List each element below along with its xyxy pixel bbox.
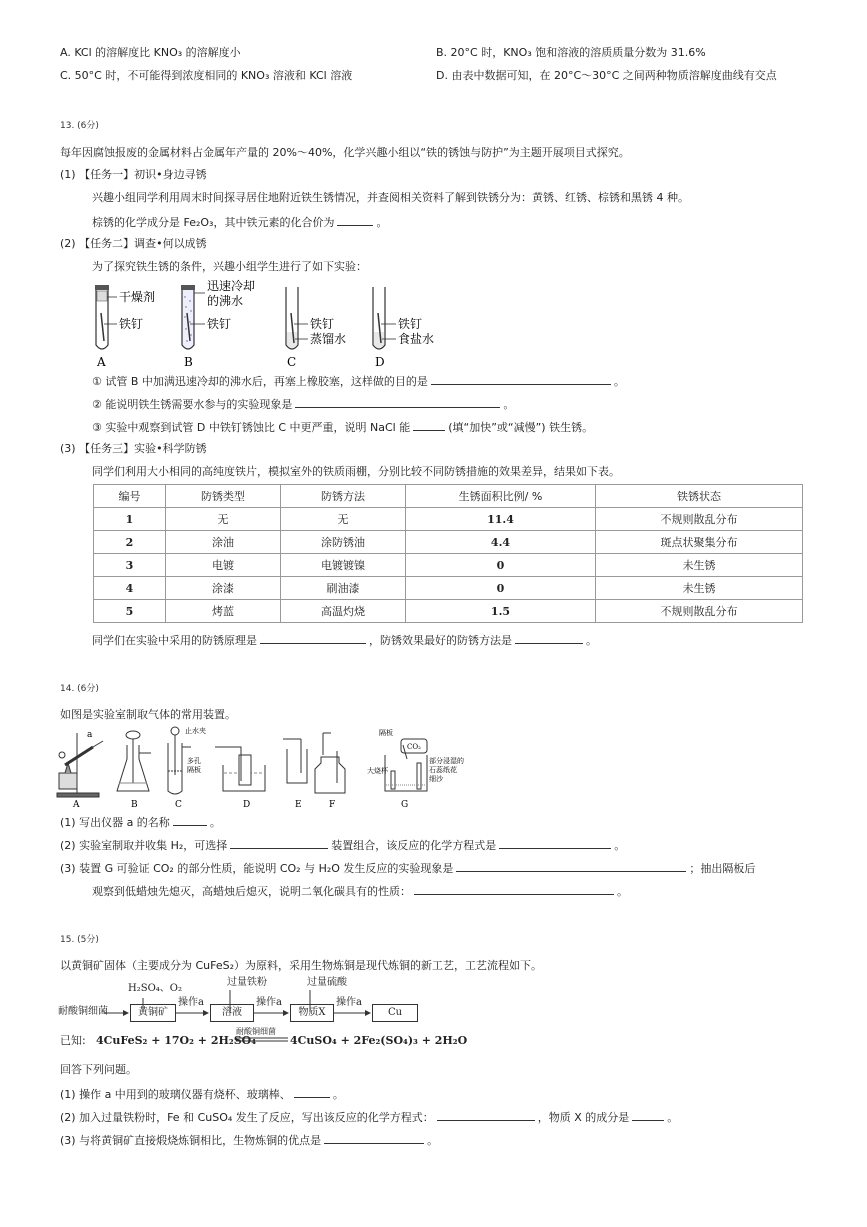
label-c: C xyxy=(287,355,297,369)
q13-part1-line1: 兴趣小组同学利用周末时间探寻居住地附近铁生锈情况，并查阅相关资料了解到铁锈分为：黄锈、红锈、棕锈和黑锈 4 种。 xyxy=(92,191,689,204)
option-d: D. 由表中数据可知，在 20°C～30°C 之间两种物质溶解度曲线有交点 xyxy=(436,69,777,82)
flow-box-solution: 溶液 xyxy=(210,1004,254,1022)
table-row xyxy=(94,508,803,531)
q14-sub1-end: 。 xyxy=(209,816,221,829)
label-app-c: C xyxy=(175,800,182,810)
q15-sub1-end: 。 xyxy=(332,1088,344,1101)
q14-sub3-text2: ；抽出隔板后 xyxy=(689,862,756,875)
table-cell: 1.5 xyxy=(406,600,596,623)
q13-part2-label: (2) 【任务二】调查•何以成锈 xyxy=(60,237,207,250)
q15-sub2-text2: ，物质 X 的成分是 xyxy=(537,1111,630,1124)
q13-part1-end: 。 xyxy=(376,216,388,229)
test-tube-diagram xyxy=(90,277,450,372)
q13-part3-end: 。 xyxy=(586,634,597,647)
answer-blank[interactable] xyxy=(456,860,686,872)
q13-part2-q1-text: ① 试管 B 中加满迅速冷却的沸水后，再塞上橡胶塞，这样做的目的是 xyxy=(92,375,428,388)
table-row xyxy=(94,600,803,623)
salt-water-d xyxy=(374,332,384,348)
q15-equation-condition: 耐酸铜细菌 xyxy=(236,1027,276,1036)
table-cell: 未生锈 xyxy=(596,577,803,600)
q14-intro: 如图是实验室制取气体的常用装置。 xyxy=(60,708,236,721)
label-litmus: 石蕊纸花 xyxy=(429,766,457,774)
q13-part2-q2-text: ② 能说明铁生锈需要水参与的实验现象是 xyxy=(92,398,293,411)
q15-sub3-end: 。 xyxy=(427,1134,439,1147)
apparatus-e xyxy=(283,739,307,783)
table-cell: 高温灼烧 xyxy=(281,600,406,623)
answer-blank[interactable] xyxy=(413,419,445,431)
q15-equation-right: 4CuSO₄ + 2Fe₂(SO₄)₃ + 2H₂O xyxy=(290,1034,468,1047)
apparatus-f xyxy=(315,733,345,793)
col-header: 防锈类型 xyxy=(166,485,281,508)
table-cell: 11.4 xyxy=(406,508,596,531)
q14-sub3 xyxy=(60,860,755,876)
q14-sub1 xyxy=(60,814,221,830)
q14-sub3-line2 xyxy=(92,883,628,899)
table-cell: 4.4 xyxy=(406,531,596,554)
q13-part2-q1-end: 。 xyxy=(613,375,625,388)
q13-part1-line2 xyxy=(92,214,387,230)
label-clamp: 止水夹 xyxy=(185,727,206,735)
label-nail-d: 铁钉 xyxy=(398,317,423,331)
q15-equation-left: 4CuFeS₂ + 17O₂ + 2H₂SO₄ xyxy=(96,1034,257,1047)
flow-arrows xyxy=(100,990,380,1020)
flow-box-ore: 黄铜矿 xyxy=(130,1004,176,1022)
answer-blank[interactable] xyxy=(294,1086,330,1098)
q15-sub2 xyxy=(60,1109,678,1125)
flow-reagent1: H₂SO₄、O₂ xyxy=(128,983,182,994)
q13-part2-q3-end: (填“加快”或“减慢”) 铁生锈。 xyxy=(448,421,594,434)
q13-part2-intro: 为了探究铁生锈的条件，兴趣小组学生进行了如下实验： xyxy=(92,260,367,273)
flow-op2: 操作a xyxy=(256,997,282,1008)
q14-sub3-text: (3) 装置 G 可验证 CO₂ 的部分性质，能说明 CO₂ 与 H₂O 发生反应的实验现象是 xyxy=(60,862,454,875)
q15-sub2-text: (2) 加入过量铁粉时，Fe 和 CuSO₄ 发生了反应，写出该反应的化学方程式： xyxy=(60,1111,434,1124)
q14-sub2-text2: 装置组合，该反应的化学方程式是 xyxy=(331,839,497,852)
q14-sub2 xyxy=(60,837,625,853)
answer-blank[interactable] xyxy=(260,632,366,644)
q15-sub3-text: (3) 与将黄铜矿直接煅烧炼铜相比，生物炼铜的优点是 xyxy=(60,1134,322,1147)
apparatus-a xyxy=(57,733,103,797)
label-sand: 细沙 xyxy=(429,775,443,783)
label-app-b: B xyxy=(131,800,138,810)
label-instrument-a: a xyxy=(87,730,93,740)
q13-header: 13. (6分) xyxy=(60,121,99,131)
nail-a xyxy=(101,313,104,341)
q15-known-label: 已知: xyxy=(60,1034,86,1047)
table-cell: 未生锈 xyxy=(596,554,803,577)
equation-equals-sign xyxy=(236,1036,288,1044)
answer-blank[interactable] xyxy=(324,1132,424,1144)
label-nail-c: 铁钉 xyxy=(310,317,335,331)
table-cell: 无 xyxy=(166,508,281,531)
label-a: A xyxy=(97,355,106,369)
answer-blank[interactable] xyxy=(437,1109,535,1121)
q14-sub1-text: (1) 写出仪器 a 的名称 xyxy=(60,816,170,829)
q13-part2-q1 xyxy=(92,373,625,389)
option-a: A. KCl 的溶解度比 KNO₃ 的溶解度小 xyxy=(60,46,241,59)
table-row xyxy=(94,554,803,577)
col-header: 编号 xyxy=(94,485,166,508)
table-cell: 涂防锈油 xyxy=(281,531,406,554)
label-desiccant: 干燥剂 xyxy=(119,290,156,304)
q15-sub1 xyxy=(60,1086,344,1102)
flow-op3: 操作a xyxy=(336,997,362,1008)
q14-sub3-line2-end: 。 xyxy=(617,885,628,898)
label-beaker: 大烧杯 xyxy=(367,767,388,775)
q13-part2-q3 xyxy=(92,419,593,435)
table-cell: 2 xyxy=(94,531,166,554)
label-b: B xyxy=(184,355,193,369)
label-app-a: A xyxy=(73,800,80,810)
answer-blank[interactable] xyxy=(414,883,614,895)
table-cell: 不规则散乱分布 xyxy=(596,600,803,623)
label-nail-b: 铁钉 xyxy=(207,317,232,331)
flow-reagent3: 过量硫酸 xyxy=(307,977,347,988)
flow-reagent2: 过量铁粉 xyxy=(227,977,267,988)
label-app-f: F xyxy=(329,800,336,810)
table-cell: 0 xyxy=(406,577,596,600)
water-c xyxy=(287,332,297,348)
q13-part3-label: (3) 【任务三】实验•科学防锈 xyxy=(60,442,207,455)
table-row xyxy=(94,531,803,554)
q13-part3-intro: 同学们利用大小相同的高纯度铁片，模拟室外的铁质雨棚，分别比较不同防锈措施的效果差异，结果如下表。 xyxy=(92,465,620,478)
label-app-d: D xyxy=(243,800,251,810)
table-cell: 涂油 xyxy=(166,531,281,554)
stopper-a xyxy=(95,285,109,290)
option-c: C. 50°C 时，不可能得到浓度相同的 KNO₃ 溶液和 KCl 溶液 xyxy=(60,69,353,82)
table-cell: 1 xyxy=(94,508,166,531)
label-plate: 隔板 xyxy=(187,766,201,774)
q13-part1-text: 棕锈的化学成分是 Fe₂O₃，其中铁元素的化合价为 xyxy=(92,216,335,229)
table-cell: 4 xyxy=(94,577,166,600)
q13-part2-q2 xyxy=(92,396,514,412)
table-cell: 5 xyxy=(94,600,166,623)
q13-intro: 每年因腐蚀报废的金属材料占金属年产量的 20%～40%，化学兴趣小组以“铁的锈蚀与防护”为主题开展项目式探究。 xyxy=(60,146,630,159)
col-header: 生锈面积比例/ % xyxy=(406,485,596,508)
q13-part3-text2: ，防锈效果最好的防锈方法是 xyxy=(369,634,512,647)
answer-blank[interactable] xyxy=(230,837,328,849)
label-boiled-water: 的沸水 xyxy=(207,294,244,308)
label-wetted: 部分浸湿的 xyxy=(429,757,464,765)
flow-op1: 操作a xyxy=(178,997,204,1008)
table-cell: 涂漆 xyxy=(166,577,281,600)
answer-blank[interactable] xyxy=(431,373,611,385)
flow-bacteria: 耐酸铜细菌 xyxy=(58,1006,108,1017)
label-app-g: G xyxy=(401,800,409,810)
answer-blank[interactable] xyxy=(337,214,373,226)
flow-box-cu: Cu xyxy=(372,1004,418,1022)
label-d: D xyxy=(375,355,385,369)
q14-sub2-text: (2) 实验室制取并收集 H₂，可选择 xyxy=(60,839,228,852)
desiccant xyxy=(97,291,107,301)
answer-blank[interactable] xyxy=(632,1109,664,1121)
q13-part2-q2-end: 。 xyxy=(503,398,515,411)
answer-blank[interactable] xyxy=(515,632,583,644)
rust-prevention-table xyxy=(93,484,803,623)
table-cell: 无 xyxy=(281,508,406,531)
col-header: 防锈方法 xyxy=(281,485,406,508)
label-nail-a: 铁钉 xyxy=(119,317,144,331)
q13-part3-question xyxy=(92,632,597,648)
apparatus-d xyxy=(215,747,265,791)
option-b: B. 20°C 时，KNO₃ 饱和溶液的溶质质量分数为 31.6% xyxy=(436,46,706,59)
table-cell: 3 xyxy=(94,554,166,577)
stopper-b xyxy=(181,285,195,290)
q14-sub3-line2-text: 观察到低蜡烛先熄灭，高蜡烛后熄灭，说明二氧化碳具有的性质： xyxy=(92,885,411,898)
label-partition: 隔板 xyxy=(379,729,393,737)
answer-blank[interactable] xyxy=(295,396,500,408)
label-distilled: 蒸馏水 xyxy=(310,332,347,346)
gas-apparatus-diagram xyxy=(55,725,464,810)
label-salt-water: 食盐水 xyxy=(398,332,435,346)
q13-part3-text: 同学们在实验中采用的防锈原理是 xyxy=(92,634,257,647)
table-row xyxy=(94,577,803,600)
q15-sub3 xyxy=(60,1132,438,1148)
apparatus-b xyxy=(117,731,151,791)
table-cell: 电镀 xyxy=(166,554,281,577)
label-co2: CO₂ xyxy=(407,743,421,751)
col-header: 铁锈状态 xyxy=(596,485,803,508)
flow-box-x: 物质X xyxy=(290,1004,334,1022)
q15-sub1-text: (1) 操作 a 中用到的玻璃仪器有烧杯、玻璃棒、 xyxy=(60,1088,291,1101)
q15-header: 15. (5分) xyxy=(60,935,99,945)
q13-part2-q3-text: ③ 实验中观察到试管 D 中铁钉锈蚀比 C 中更严重，说明 NaCl 能 xyxy=(92,421,411,434)
q15-answer-intro: 回答下列问题。 xyxy=(60,1063,137,1076)
answer-blank[interactable] xyxy=(499,837,611,849)
label-app-e: E xyxy=(295,800,302,810)
q13-part1-label: (1) 【任务一】初识•身边寻锈 xyxy=(60,168,207,181)
table-cell: 烤蓝 xyxy=(166,600,281,623)
table-cell: 0 xyxy=(406,554,596,577)
q15-sub2-end: 。 xyxy=(667,1111,679,1124)
answer-blank[interactable] xyxy=(173,814,207,826)
q14-header: 14. (6分) xyxy=(60,684,99,694)
table-cell: 电镀镀镍 xyxy=(281,554,406,577)
table-cell: 不规则散乱分布 xyxy=(596,508,803,531)
label-cooled: 迅速冷却 xyxy=(207,279,256,293)
table-cell: 刷油漆 xyxy=(281,577,406,600)
q15-intro: 以黄铜矿固体（主要成分为 CuFeS₂）为原料，采用生物炼铜是现代炼铜的新工艺，工艺流程如下。 xyxy=(60,959,543,972)
table-cell: 斑点状聚集分布 xyxy=(596,531,803,554)
table-header-row xyxy=(94,485,803,508)
label-porous: 多孔 xyxy=(187,757,201,765)
q14-sub2-end: 。 xyxy=(614,839,626,852)
